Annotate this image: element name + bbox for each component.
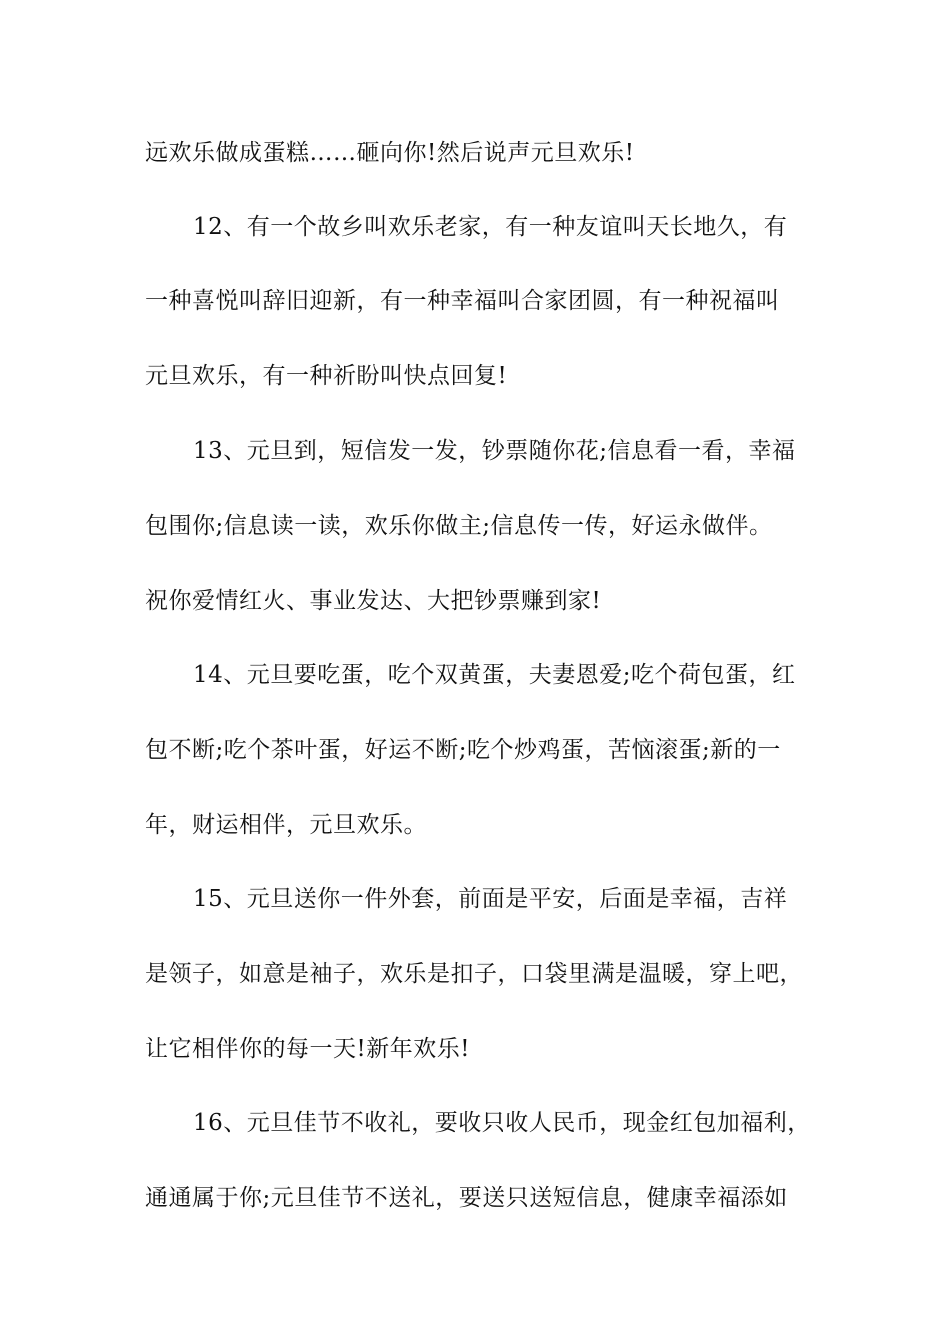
text-line: 让它相伴你的每一天!新年欢乐! [145, 1036, 470, 1062]
paragraph-13-line: 13、元旦到，短信发一发，钞票随你花;信息看一看，幸福 [193, 438, 796, 464]
text-line: 年，财运相伴，元旦欢乐。 [145, 812, 427, 838]
paragraph-12-line: 12、有一个故乡叫欢乐老家，有一种友谊叫天长地久，有 [193, 214, 788, 240]
paragraph-16-line: 16、元旦佳节不收礼，要收只收人民币，现金红包加福利， [193, 1110, 811, 1136]
text-line: 包不断;吃个茶叶蛋，好运不断;吃个炒鸡蛋，苦恼滚蛋;新的一 [145, 737, 781, 763]
text-line: 祝你爱情红火、事业发达、大把钞票赚到家! [145, 588, 602, 614]
paragraph-14-line: 14、元旦要吃蛋，吃个双黄蛋，夫妻恩爱;吃个荷包蛋，红 [193, 662, 796, 688]
text-line: 通通属于你;元旦佳节不送礼，要送只送短信息，健康幸福添如 [145, 1185, 788, 1211]
text-line: 一种喜悦叫辞旧迎新，有一种幸福叫合家团圆，有一种祝福叫 [145, 288, 780, 314]
paragraph-15-line: 15、元旦送你一件外套，前面是平安，后面是幸福，吉祥 [193, 886, 788, 912]
text-line: 远欢乐做成蛋糕……砸向你!然后说声元旦欢乐! [145, 140, 635, 166]
text-line: 包围你;信息读一读，欢乐你做主;信息传一传，好运永做伴。 [145, 513, 773, 539]
text-line: 元旦欢乐，有一种祈盼叫快点回复! [145, 363, 508, 389]
text-line: 是领子，如意是袖子，欢乐是扣子，口袋里满是温暖，穿上吧， [145, 961, 803, 987]
